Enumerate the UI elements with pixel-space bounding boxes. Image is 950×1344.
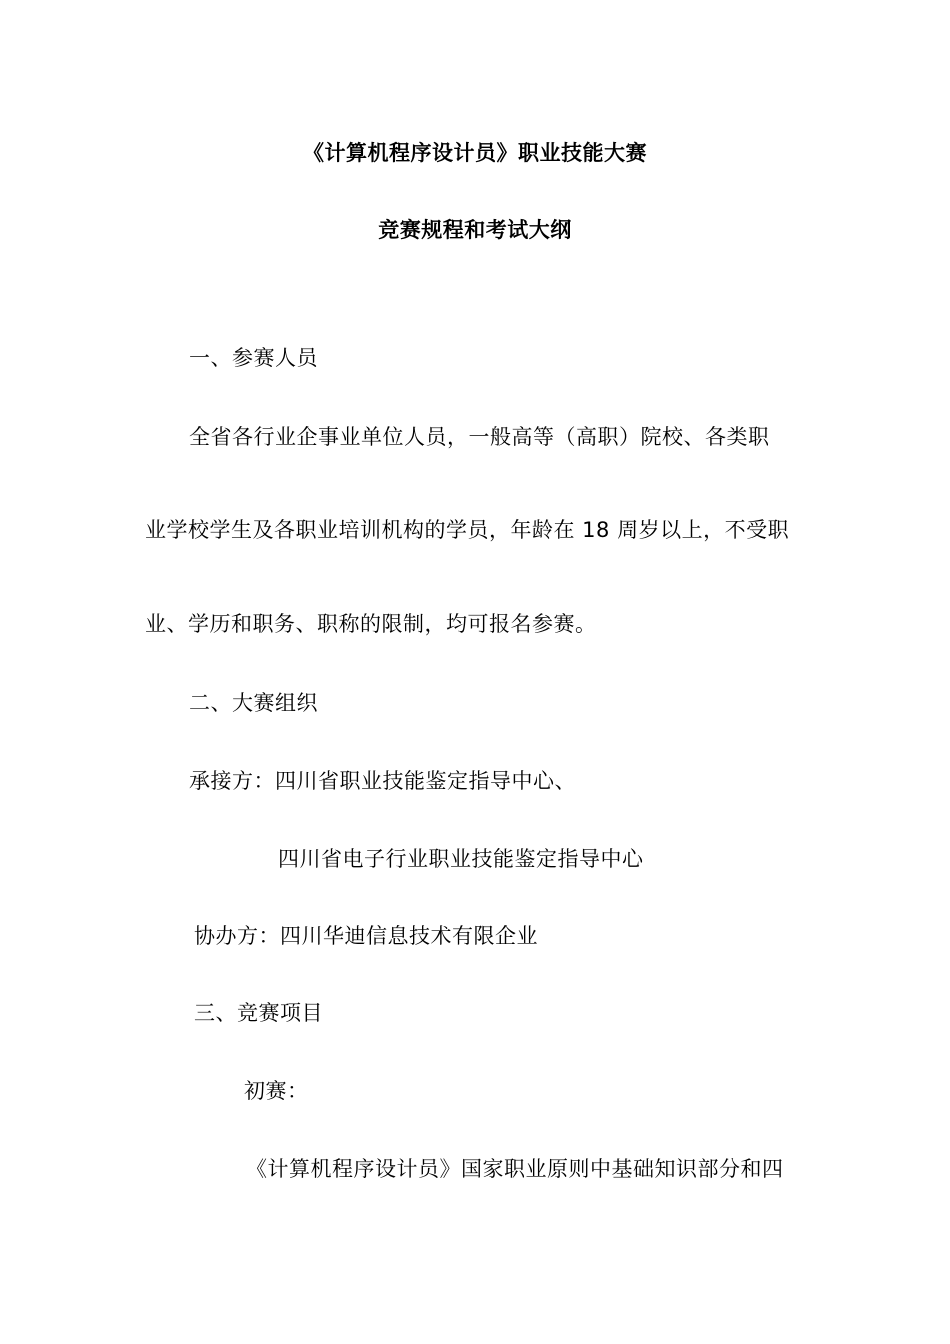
preliminary-paragraph-line: 《计算机程序设计员》国家职业原则中基础知识部分和四	[246, 1157, 784, 1181]
document-subtitle: 竞赛规程和考试大纲	[378, 218, 572, 242]
co-organizer-line: 协办方：四川华迪信息技术有限企业	[194, 924, 538, 948]
organizer-line: 承接方：四川省职业技能鉴定指导中心、	[189, 769, 576, 793]
organizer-line: 四川省电子行业职业技能鉴定指导中心	[278, 847, 644, 871]
section1-paragraph-line: 全省各行业企事业单位人员，一般高等（高职）院校、各类职	[189, 425, 770, 449]
preliminary-label: 初赛：	[244, 1079, 309, 1103]
section2-heading: 二、大赛组织	[189, 691, 318, 715]
section1-heading: 一、参赛人员	[189, 346, 318, 370]
section1-paragraph-line: 业、学历和职务、职称的限制，均可报名参赛。	[145, 612, 597, 636]
document-title: 《计算机程序设计员》职业技能大赛	[303, 141, 647, 165]
section1-paragraph-line: 业学校学生及各职业培训机构的学员，年龄在 18 周岁以上，不受职	[145, 518, 790, 542]
section3-heading: 三、竞赛项目	[194, 1001, 323, 1025]
